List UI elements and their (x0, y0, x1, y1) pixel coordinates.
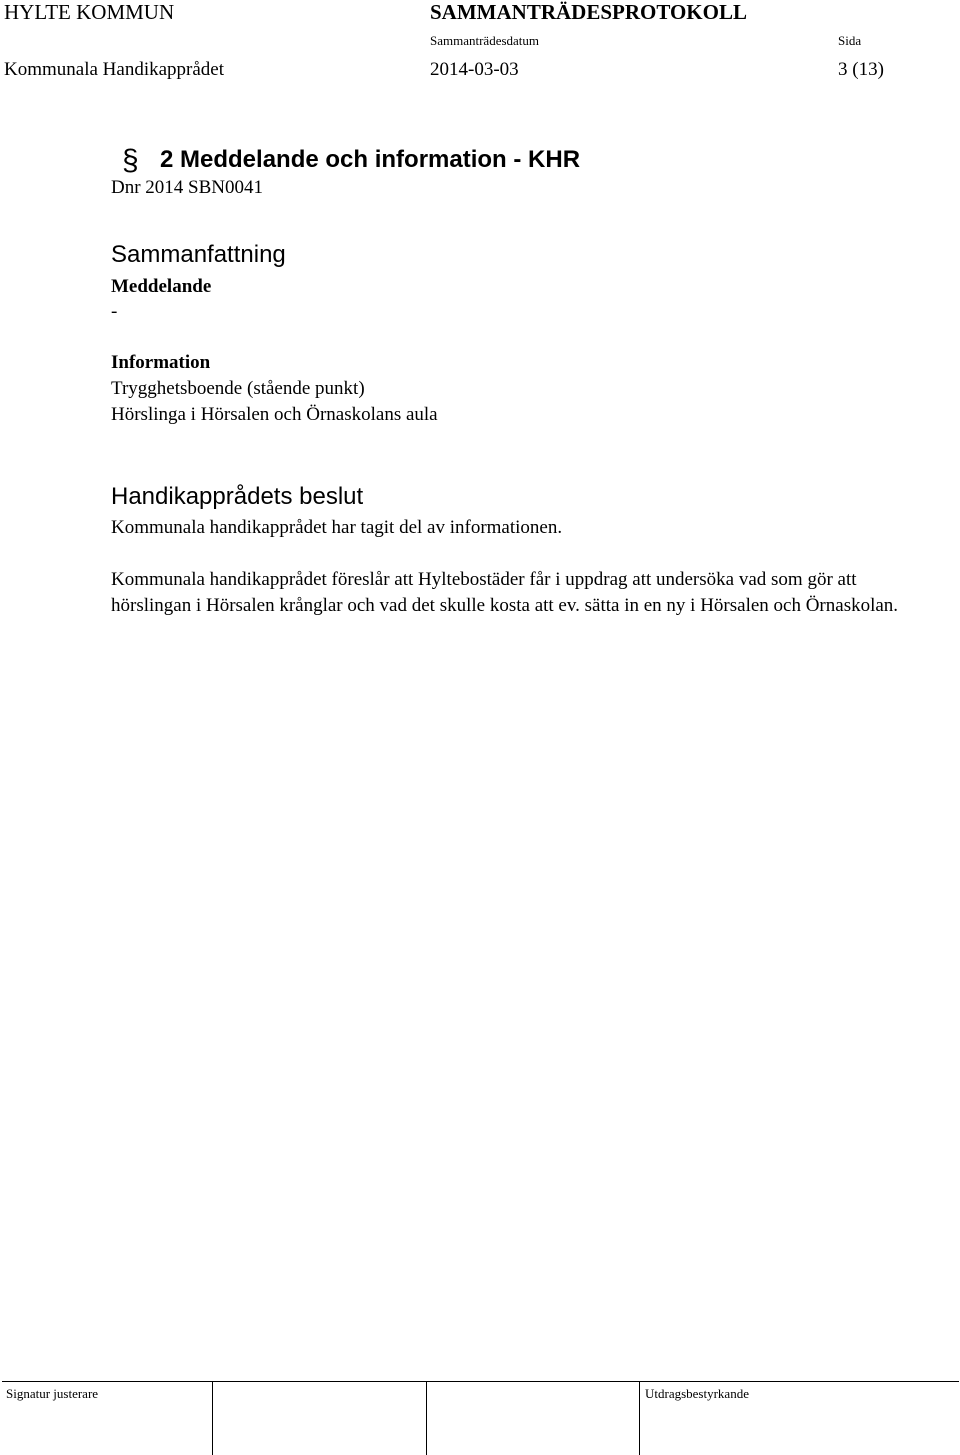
information-item: Hörslinga i Hörsalen och Örnaskolans aula (111, 404, 438, 425)
meeting-date-label: Sammanträdesdatum (430, 33, 540, 48)
decision-heading: Handikapprådets beslut (111, 483, 364, 510)
committee-name: Kommunala Handikapprådet (4, 59, 225, 80)
summary-heading: Sammanfattning (111, 241, 286, 268)
page-label: Sida (838, 33, 862, 48)
signature-footer (2, 1381, 959, 1455)
organization-name: HYLTE KOMMUN (4, 0, 175, 24)
meddelande-heading: Meddelande (111, 276, 212, 297)
information-item: Trygghetsboende (stående punkt) (111, 378, 365, 399)
divider (639, 1382, 640, 1455)
case-number: Dnr 2014 SBN0041 (111, 177, 264, 198)
meddelande-text: - (111, 301, 118, 322)
meeting-date: 2014-03-03 (430, 59, 519, 80)
page-number: 3 (13) (838, 59, 884, 80)
decision-text: Kommunala handikapprådet har tagit del av informationen. (111, 517, 563, 538)
signature-label: Signatur justerare (6, 1386, 99, 1401)
divider (212, 1382, 213, 1455)
section-title: 2 Meddelande och information - KHR (160, 146, 581, 173)
section-sign-icon: § (122, 144, 139, 177)
information-heading: Information (111, 352, 211, 373)
divider (426, 1382, 427, 1455)
decision-paragraph: Kommunala handikapprådet föreslår att Hyltebostäder får i uppdrag att undersöka vad som gör att hörslingan i Hörsalen krånglar och vad det skulle kosta att ev. sätta in en ny i Hörsalen och Örnaskolan. (111, 569, 899, 616)
extract-certification-label: Utdragsbestyrkande (645, 1386, 749, 1401)
document-type: SAMMANTRÄDESPROTOKOLL (430, 0, 747, 24)
